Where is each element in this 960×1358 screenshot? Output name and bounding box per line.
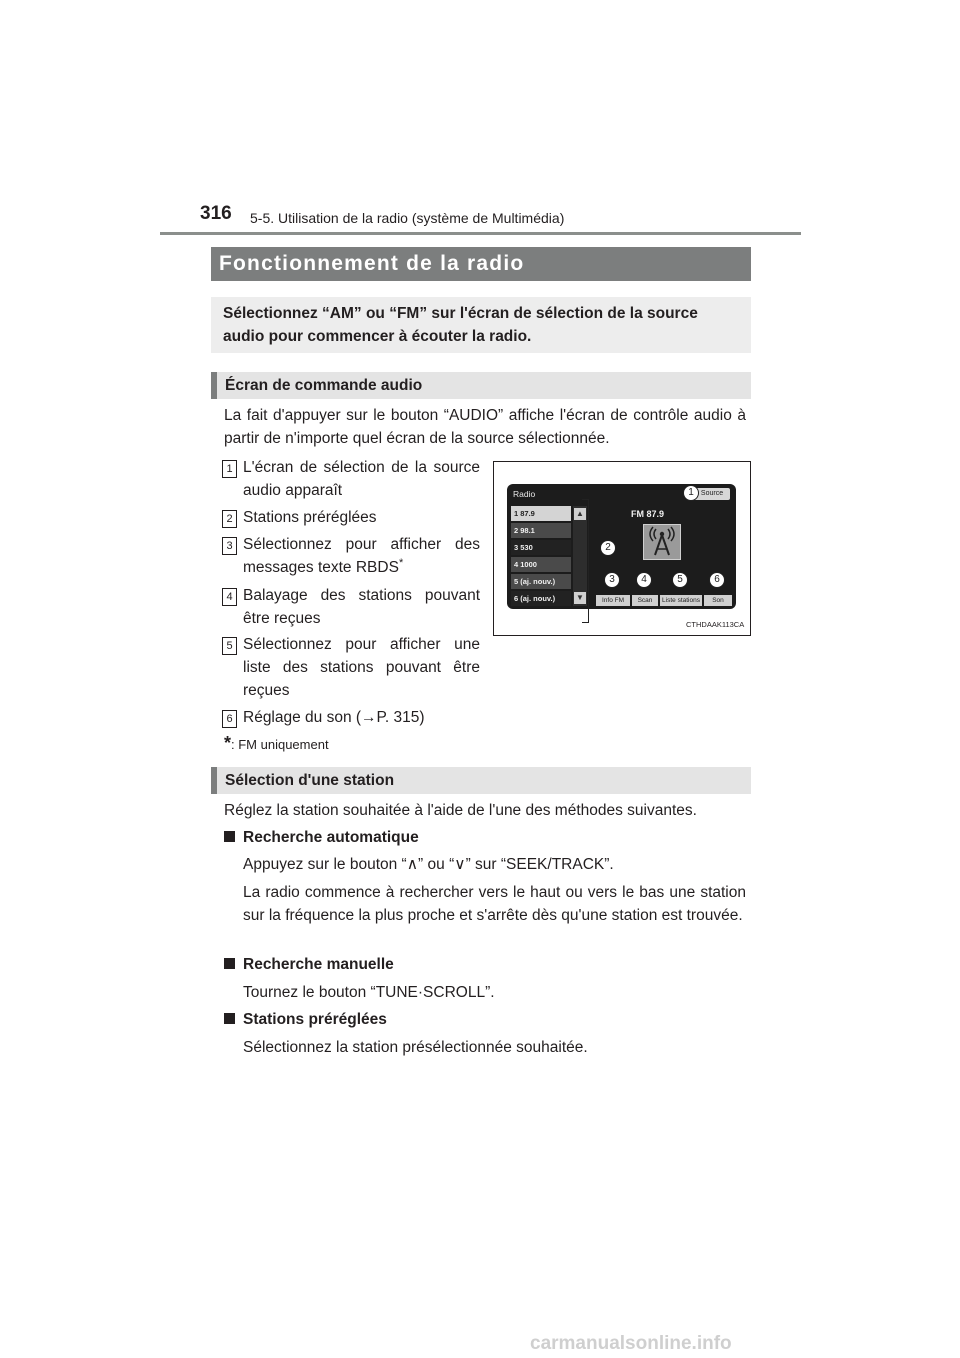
auto-search-instruction: Appuyez sur le bouton “∧” ou “∨” sur “SEEK/TRACK”. [243, 856, 614, 873]
callout-1: 1 [683, 485, 699, 501]
bullet-square-icon [224, 1013, 235, 1024]
auto-search-description: La radio commence à rechercher vers le haut ou vers le bas une station sur la fréquence la plus proche et s'arrête dès qu'une station est trouvée. [243, 884, 746, 924]
list-item: Stations préréglées [243, 509, 377, 526]
station-list-button: Liste stations [660, 595, 702, 606]
item-number-3: 3 [222, 537, 237, 555]
sound-button: Son [704, 595, 732, 606]
list-item: L'écran de sélection de la source audio apparaît [243, 459, 480, 499]
frequency-display: FM 87.9 [631, 509, 665, 519]
list-item: Sélectionnez pour afficher une liste des stations pouvant être reçues [243, 636, 480, 699]
list-item-text: Sélectionnez pour afficher des messages texte RBDS [243, 536, 480, 576]
bullet-title: Recherche automatique [243, 829, 419, 846]
station-intro: Réglez la station souhaitée à l'aide de l'une des méthodes suivantes. [224, 802, 697, 819]
manual-search-instruction: Tournez le bouton “TUNE·SCROLL”. [243, 984, 495, 1001]
item-number-6: 6 [222, 710, 237, 728]
callout-4: 4 [636, 572, 652, 588]
footnote [224, 733, 329, 754]
preset-2: 2 98.1 [511, 523, 571, 538]
preset-6: 6 (aj. nouv.) [511, 591, 571, 606]
scroll-down-icon: ▼ [574, 592, 586, 604]
subsection-station-selection: Sélection d'une station [211, 767, 751, 794]
footnote-star: * [224, 733, 232, 753]
callout-3: 3 [604, 572, 620, 588]
list-item: Réglage du son (→P. 315) [243, 709, 425, 726]
callout-2: 2 [600, 540, 616, 556]
section-intro: Sélectionnez “AM” ou “FM” sur l'écran de sélection de la source audio pour commencer à écouter la radio. [211, 297, 751, 353]
watermark: carmanualsonline.info [530, 1333, 732, 1354]
bullet-auto-search [224, 826, 419, 849]
bullet-title: Recherche manuelle [243, 956, 394, 973]
chapter-title: 5-5. Utilisation de la radio (système de Multimédia) [250, 210, 565, 226]
preset-5: 5 (aj. nouv.) [511, 574, 571, 589]
preset-4: 4 1000 [511, 557, 571, 572]
footnote-marker: * [398, 556, 404, 569]
bullet-manual-search [224, 953, 394, 976]
item-number-5: 5 [222, 637, 237, 655]
footnote-text: : FM uniquement [231, 737, 329, 752]
preset-bracket [582, 499, 589, 623]
item-number-1: 1 [222, 460, 237, 478]
subsection-audio-screen: Écran de commande audio [211, 372, 751, 399]
antenna-icon [643, 524, 681, 560]
preset-1: 1 87.9 [511, 506, 571, 521]
item-number-2: 2 [222, 510, 237, 528]
header-divider [160, 232, 801, 235]
item-number-4: 4 [222, 588, 237, 606]
scan-button: Scan [632, 595, 658, 606]
info-fm-button: Info FM [596, 595, 630, 606]
scroll-up-icon: ▲ [574, 508, 586, 520]
radio-screen [507, 484, 736, 609]
callout-6: 6 [709, 572, 725, 588]
preset-stations-instruction: Sélectionnez la station présélectionnée souhaitée. [243, 1039, 588, 1056]
figure-code: CTHDAAK113CA [686, 620, 745, 629]
screen-title: Radio [513, 489, 536, 499]
bullet-square-icon [224, 958, 235, 969]
section-title: Fonctionnement de la radio [211, 247, 751, 281]
radio-screen-figure [493, 461, 751, 636]
page-number: 316 [200, 203, 232, 224]
bullet-title: Stations préréglées [243, 1011, 387, 1028]
source-button: Source [694, 488, 730, 500]
preset-3: 3 530 [511, 540, 571, 555]
audio-screen-description: La fait d'appuyer sur le bouton “AUDIO” affiche l'écran de contrôle audio à partir de n'importe quel écran de la source sélectionnée. [224, 407, 746, 447]
list-item [243, 533, 480, 579]
list-item: Balayage des stations pouvant être reçues [243, 587, 480, 627]
bullet-square-icon [224, 831, 235, 842]
callout-5: 5 [672, 572, 688, 588]
bullet-preset-stations [224, 1008, 387, 1031]
